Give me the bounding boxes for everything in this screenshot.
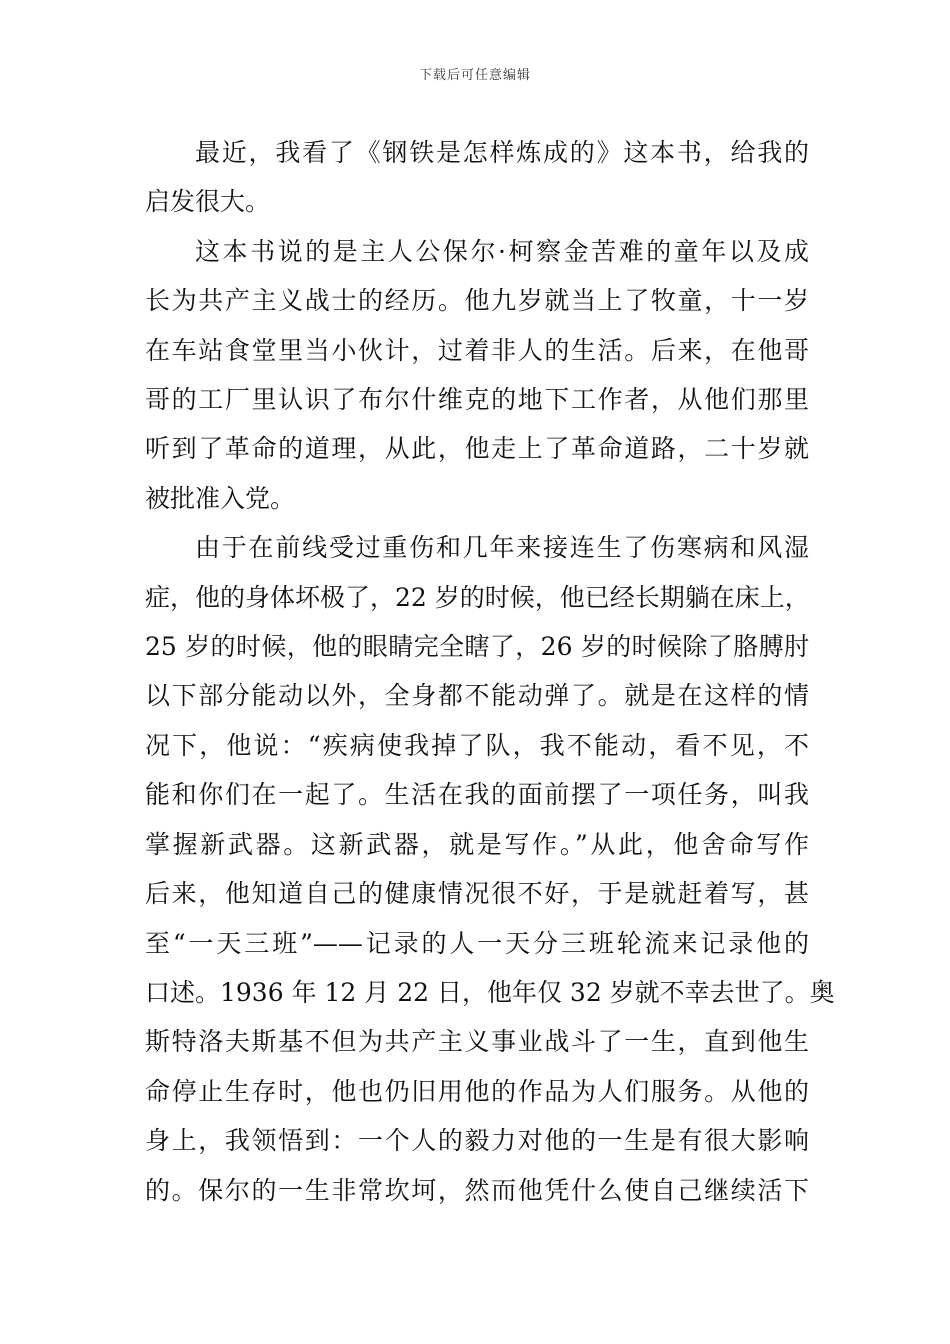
text-line: 况下，他说：“疾病使我掉了队，我不能动，看不见，不: [145, 730, 809, 760]
text-line: 掌握新武器。这新武器，就是写作。”从此，他舍命写作: [145, 829, 809, 859]
text-line: 斯特洛夫斯基不但为共产主义事业战斗了一生，直到他生: [145, 1027, 809, 1057]
text-line: 由于在前线受过重伤和几年来接连生了伤寒病和风湿: [195, 533, 809, 563]
text-line: 至“一天三班”——记录的人一天分三班轮流来记录他的: [145, 928, 809, 958]
text-line: 口述。1936 年 12 月 22 日，他年仅 32 岁就不幸去世了。奥: [145, 977, 835, 1007]
text-line: 长为共产主义战士的经历。他九岁就当上了牧童，十一岁: [145, 286, 809, 316]
text-line: 这本书说的是主人公保尔·柯察金苦难的童年以及成: [195, 236, 809, 266]
text-line: 25 岁的时候，他的眼睛完全瞎了，26 岁的时候除了胳膊肘: [145, 632, 809, 662]
text-line: 在车站食堂里当小伙计，过着非人的生活。后来，在他哥: [145, 335, 809, 365]
text-line: 身上，我领悟到：一个人的毅力对他的一生是有很大影响: [145, 1126, 809, 1156]
page-header: 下载后可任意编辑: [418, 68, 531, 83]
text-line: 以下部分能动以外，全身都不能动弹了。就是在这样的情: [145, 681, 809, 711]
text-line: 听到了革命的道理，从此，他走上了革命道路，二十岁就: [145, 434, 809, 464]
paragraph-1: [145, 128, 809, 227]
text-line: 哥的工厂里认识了布尔什维克的地下工作者，从他们那里: [145, 385, 809, 415]
text-line: 被批准入党。: [145, 483, 296, 513]
paragraph-3: [145, 523, 835, 1215]
text-line: 最近，我看了《钢铁是怎样炼成的》这本书，给我的: [195, 138, 809, 167]
text-line: 命停止生存时，他也仍旧用他的作品为人们服务。从他的: [145, 1076, 809, 1106]
text-line: 后来，他知道自己的健康情况很不好，于是就赶着写，甚: [145, 879, 809, 909]
text-line: 启发很大。: [145, 187, 271, 217]
document-body: [145, 128, 835, 1215]
text-line: 能和你们在一起了。生活在我的面前摆了一项任务，叫我: [145, 780, 809, 810]
text-line: 症，他的身体坏极了，22 岁的时候，他已经长期躺在床上，: [145, 582, 810, 612]
text-line: 的。保尔的一生非常坎坷，然而他凭什么使自己继续活下: [145, 1175, 809, 1205]
paragraph-2: [145, 227, 809, 523]
